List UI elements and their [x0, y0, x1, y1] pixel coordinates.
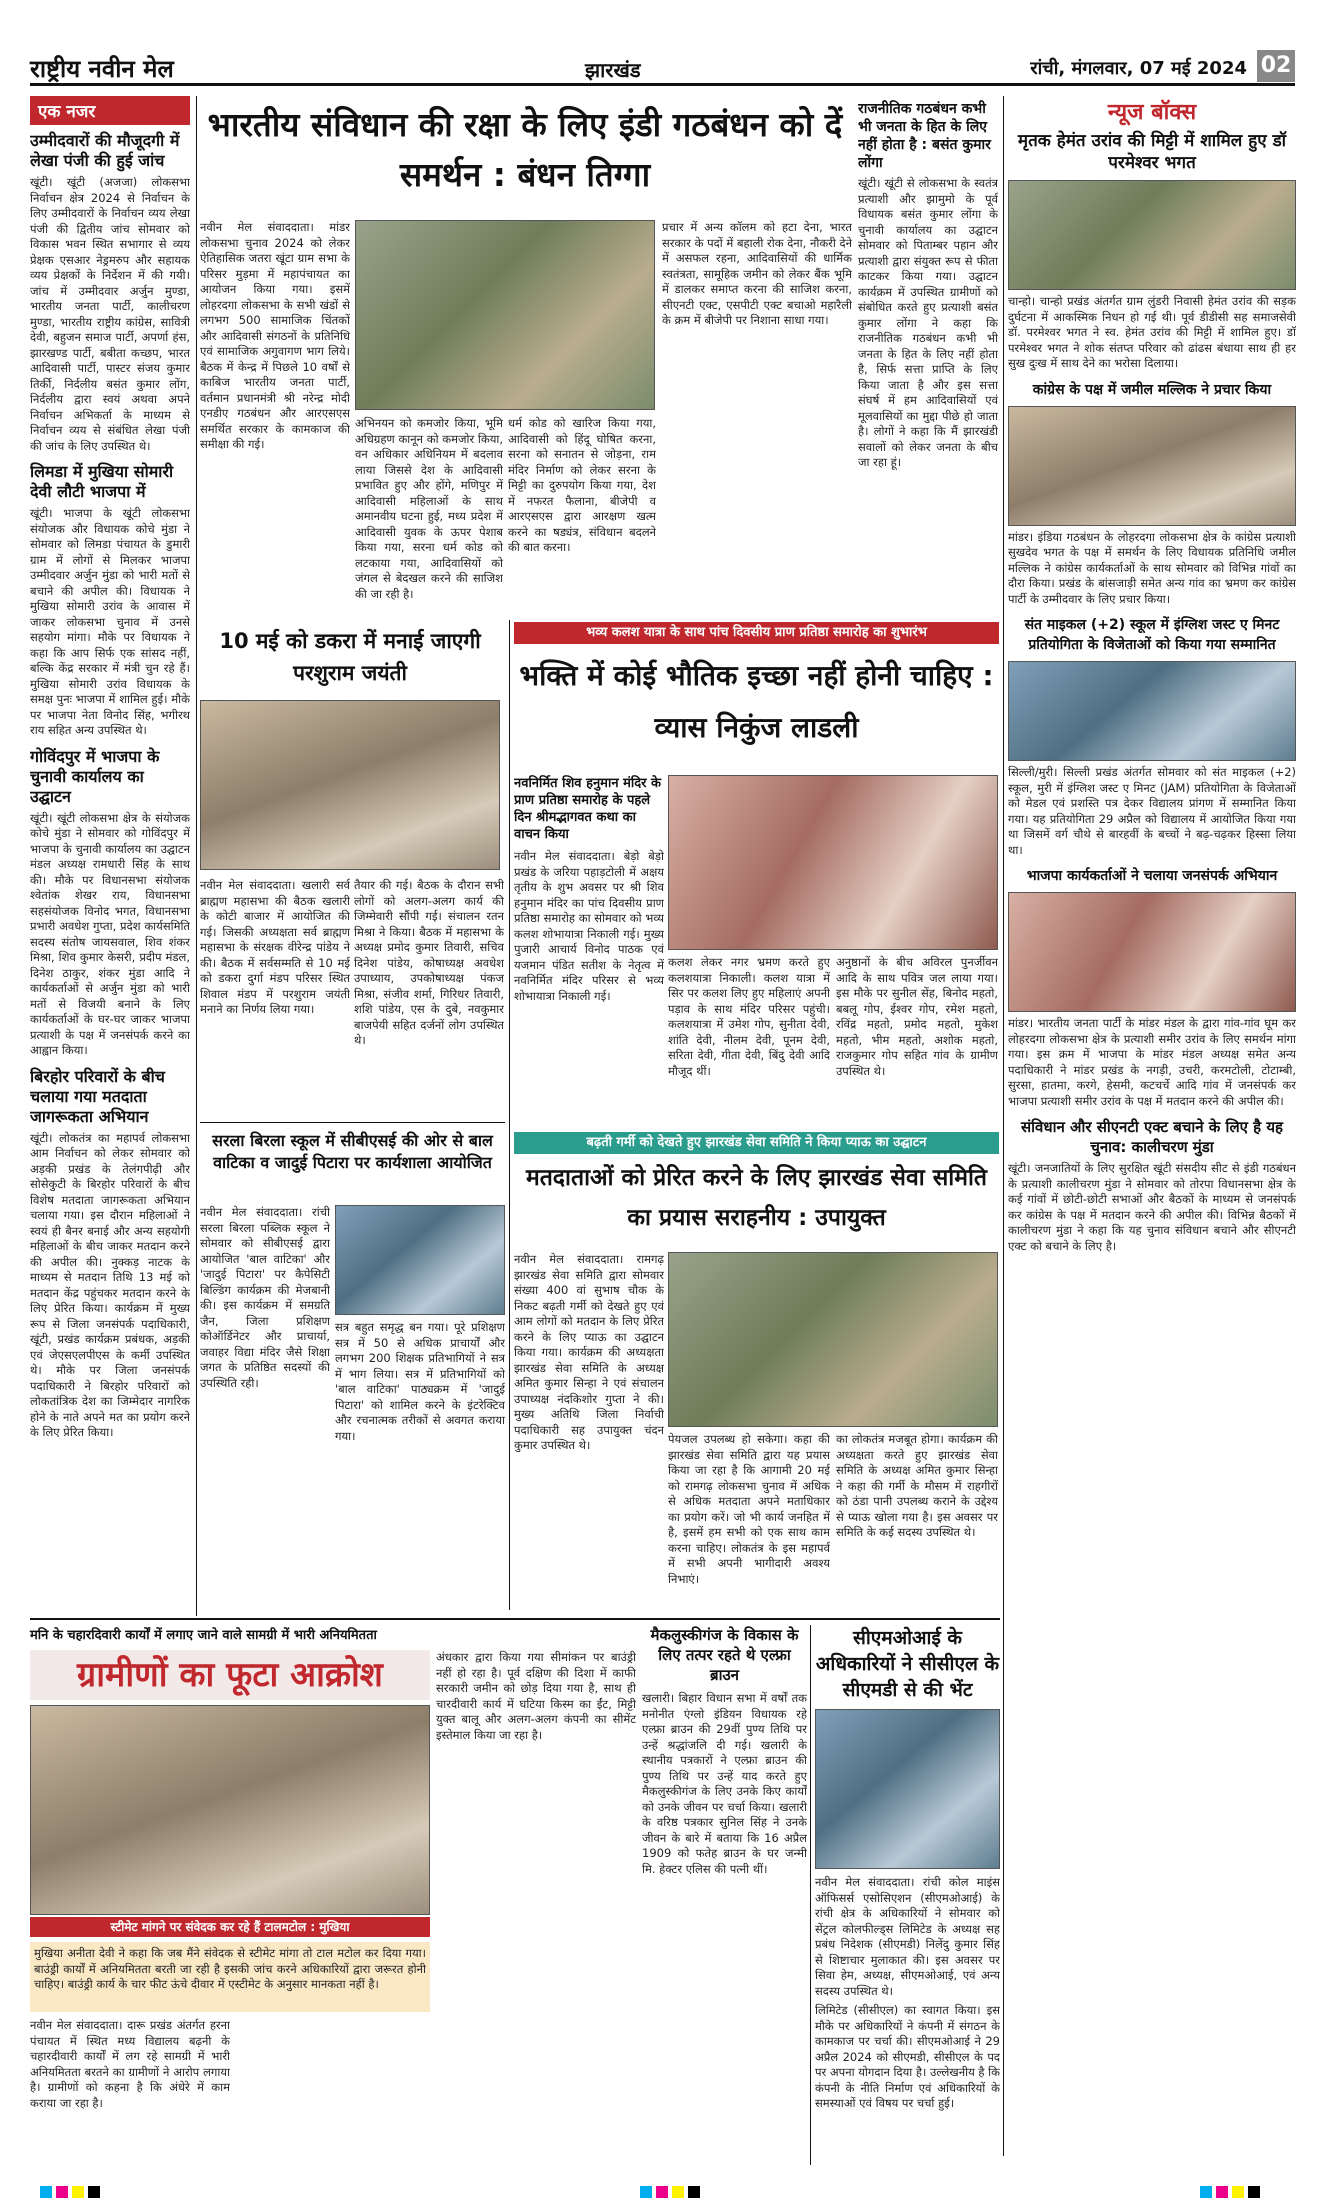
gramin-photo — [30, 1705, 430, 1915]
parshuram-col-2 — [354, 878, 504, 1118]
piyau-text-2: पेयजल उपलब्ध हो सकेगा। कहा की झारखंड सेवा समिति द्वारा यह प्रयास किया जा रहा है कि आगामी 20 मई को रामगढ़ लोकसभा चुनाव में अधिक से अधिक मतदाता अपने मताधिकार का प्रयोग करें। जो भी कार्य जनहित में है, इसमें हम सभी को एक साथ काम करना चाहिए। लोकतंत्र के इस महापर्व में सभी अपनी भागीदारी अवश्य निभाएं। — [668, 1432, 830, 1586]
left-headline-2: लिमडा में मुखिया सोमारी देवी लौटी भाजपा में — [30, 462, 174, 501]
newsbox-text-1: चान्हो। चान्हो प्रखंड अंतर्गत ग्राम लुंडरी निवासी हेमंत उरांव की सड़क दुर्घटना में आकस्मिक निधन हो गई थी। पूर्व डीडीसी सह समाजसेवी डॉ. परमेश्वर भगत ने स्व. हेमंत उरांव की मिट्टी में शामिल हुए। डॉ परमेश्वर भगत ने शोक संतप्त परिवार को ढांढस बंधाया साथ ही हर सुख दुःख में साथ देने का भरोसा दिलाया। — [1008, 294, 1296, 370]
lead-body-1: नवीन मेल संवाददाता। मांडर लोकसभा चुनाव 2024 को लेकर ऐतिहासिक जतरा खूंटा ग्राम सभा के परिसर मुड़मा में महापंचायत का आयोजन किया गया। इसमें लोहरदगा लोकसभा के सभी खंडों से लगभग 500 सामाजिक चिंतकों और आदिवासी संगठनों के प्रतिनिधि एवं सामाजिक अगुवागण भाग लिये। बैठक में केन्द्र में पिछले 10 वर्षों से काबिज भारतीय जनता पार्टी, वर्तमान प्रधानमंत्री श्री नरेन्द्र मोदी एनडीए गठबंधन और आरएसएस समर्थित सरकार के कामकाज की समीक्षा की गई। — [200, 220, 350, 451]
left-headline-1: उम्मीदवारों की मौजूदगी में लेखा पंजी की हुई जांच — [30, 131, 180, 170]
piyau-text-3: का लोकतंत्र मजबूत होगा। कार्यक्रम की अध्यक्षता करते हुए झारखंड सेवा समिति के अध्यक्ष अमित कुमार सिन्हा ने कहा की गर्मी के मौसम में राहगीरों को ठंडा पानी उपलब्ध कराने के उद्देश्य से प्याऊ खोला गया है। इस अवसर पर समिति के कई सदस्य उपस्थित थे। — [836, 1432, 998, 1539]
sarla-birla-headline: सरला बिरला स्कूल में सीबीएसई की ओर से बाल वाटिका व जादुई पिटारा पर कार्यशाला आयोजित — [212, 1131, 493, 1172]
kalash-banner: भव्य कलश यात्रा के साथ पांच दिवसीय प्राण प्रतिष्ठा समारोह का शुभारंभ — [514, 622, 999, 644]
newspaper-brand: राष्ट्रीय नवीन मेल — [30, 54, 174, 83]
left-text-2: खूंटी। भाजपा के खूंटी लोकसभा संयोजक और विधायक कोचे मुंडा ने सोमवार को लिमडा पंचायत के डुमारी ग्राम में लोगों से मिलकर भाजपा उम्मीदवार अर्जुन मुंडा को भारी मतों से बचाने की अपील की। विधायक ने मुखिया सोमारी उरांव के आवास में जाकर लोकसभा चुनाव में उनसे सहयोग मांगा। मौके पर विधायक ने कहा कि आप सिर्फ एक सांसद नहीं, बल्कि केंद्र सरकार में मंत्री चुन रहे हैं। मुखिया सोमारी उरांव विधायक के समक्ष पुनः भाजपा में शामिल हुई। मौके पर भाजपा नेता विनोद सिंह, भगीरथ राय सहित अन्य उपस्थित थे। — [30, 506, 190, 737]
cmoi-photo — [815, 1709, 1000, 1869]
side-story — [858, 100, 998, 600]
piyau-banner: बढ़ती गर्मी को देखते हुए झारखंड सेवा समिति ने किया प्याऊ का उद्घाटन — [514, 1132, 999, 1154]
gramin-text-3: अंधकार द्वारा किया गया सीमांकन पर बाउंड्री नहीं हो रहा है। पूर्व दक्षिण की दिशा में काफी सरकारी जमीन को छोड़ दिया गया है, साथ ही चारदीवारी कार्य में घटिया किस्म का ईंट, मिट्टी युक्त बालू और अलग-अलग कंपनी का सीमेंट इस्तेमाल किया जा रहा है। — [436, 1650, 636, 1742]
gramin-headline: ग्रामीणों का फूटा आक्रोश — [30, 1650, 430, 1700]
lead-body-2: अभिनयन को कमजोर किया, भूमि अधिग्रहण कानून को कमजोर किया, वन अधिकार अधिनियम में बदलाव लाया जिससे देश के आदिवासी प्रभावित हुए और होंगे, मणिपुर में आदिवासी महिलाओं के साथ अमानवीय घटना हुई, मध्य प्रदेश में आदिवासी युवक के ऊपर पेशाब किया गया, सरना धर्म कोड को लटकाया गया, आदिवासियों को जंगल से बेदखल करने की साजिश की जा रही है। — [355, 416, 503, 600]
piyau-col-2 — [668, 1432, 830, 1612]
side-headline: राजनीतिक गठबंधन कभी भी जनता के हित के लिए नहीं होता है : बसंत कुमार लोंगा — [858, 101, 991, 171]
bhakti-kicker: नवनिर्मित शिव हनुमान मंदिर के प्राण प्रतिष्ठा समारोह के पहले दिन श्रीमद्भागवत कथा का वाचन किया — [514, 776, 661, 842]
parshuram-text-2: तैयार की गई। बैठक के दौरान सभी लोगों को अलग-अलग कार्य की जिम्मेवारी सौंपी गई। संचालन रतन मिश्रा ने किया। बैठक में महासभा के अध्यक्ष प्रमोद कुमार तिवारी, सचिव दिनेश पांडेय, कोषाध्यक्ष अवधेश उपाध्याय, उपकोषाध्यक्ष पंकज मिश्रा, संजीव शर्मा, गिरिधर तिवारी, शशि पांडेय, एस के दुबे, नवकुमार बाजपेयी सहित दर्जनों लोग उपस्थित थे। — [354, 878, 504, 1047]
piyau-text-1: नवीन मेल संवाददाता। रामगढ़ झारखंड सेवा समिति द्वारा सोमवार संख्या 400 वां सुभाष चौक के निकट बढ़ती गर्मी को देखते हुए एवं आम लोगों को मतदान के लिए प्रेरित करने के लिए प्याऊ का उद्घाटन किया गया। कार्यक्रम की अध्यक्षता झारखंड सेवा समिति के अध्यक्ष अमित कुमार सिन्हा ने एवं संचालन उपाध्यक्ष नंदकिशोर गुप्ता ने की। मुख्य अतिथि जिला निर्वाची पदाधिकारी सह उपायुक्त चंदन कुमार उपस्थित थे। — [514, 1252, 664, 1452]
sarla-col-1 — [200, 1205, 330, 1605]
left-text-3: खूंटी। खूंटी लोकसभा क्षेत्र के संयोजक कोचे मुंडा ने सोमवार को गोविंदपुर में भाजपा के चुनावी कार्यालय का उद्घाटन मंडल अध्यक्ष रामधारी सिंह के साथ की। मौके पर विधानसभा संयोजक श्वेतांक शेखर राय, विधानसभा सहसंयोजक विनोद भगत, विधानसभा प्रभारी अवधेश गुप्ता, प्रदेश कार्यसमिति सदस्य संतोष जायसवाल, शिव शंकर मिश्रा, शिव कुमार केसरी, प्रदीप मंडल, दिनेश ठाकुर, शंकर मुंडा आदि ने कार्यकर्ताओं से अर्जुन मुंडा को भारी मतों से विजयी बनाने के लिए कार्यकर्ताओं के घर-घर जाकर भाजपा प्रत्याशी के पक्ष में जनसंपर्क करने का आह्वान किया। — [30, 810, 190, 1057]
bhakti-col-3 — [836, 955, 998, 1125]
parshuram-photo — [200, 700, 500, 870]
lead-col-3 — [508, 416, 656, 600]
mccluskieganj-headline: मैकलुस्कीगंज के विकास के लिए तत्पर रहते थे एल्फ्रा ब्राउन — [650, 1626, 799, 1684]
newsbox-text-3: सिल्ली/मुरी। सिल्ली प्रखंड अंतर्गत सोमवार को संत माइकल (+2) स्कूल, मुरी में इंग्लिश जस्ट ए मिनट (JAM) प्रतियोगिता के विजेताओं को मेडल एवं प्रशस्ति पत्र देकर विद्यालय प्रांगण में सम्मानित किया गया। यह प्रतियोगिता 29 अप्रैल को विद्यालय में आयोजित किया गया था जिसमें वर्ग चौथे से बारहवीं के बच्चों ने बढ़-चढ़कर हिस्सा लिया था। — [1008, 765, 1296, 857]
gramin-col-2 — [436, 1650, 636, 2170]
newsbox-headline-5: संविधान और सीएनटी एक्ट बचाने के लिए है यह चुनाव: कालीचरण मुंडा — [1021, 1118, 1283, 1156]
gramin-kicker: मनि के चहारदिवारी कार्यों में लगाए जाने वाले सामग्री में भारी अनियमितता — [30, 1628, 377, 1643]
ek-nazar-label: एक नजर — [30, 96, 190, 125]
lead-col-2 — [355, 416, 503, 600]
left-headline-3: गोविंदपुर में भाजपा के चुनावी कार्यालय का उद्घाटन — [30, 746, 160, 806]
footer-color-strip — [0, 2180, 1325, 2205]
lead-col-4 — [662, 220, 852, 600]
gramin-photo-caption: स्टीमेट मांगने पर संवेदक कर रहे हैं टालमटोल : मुखिया — [30, 1917, 430, 1937]
newsbox-photo-1 — [1008, 180, 1296, 290]
cmoi-story — [815, 1625, 1000, 2170]
newsbox-headline-3: संत माइकल (+2) स्कूल में इंग्लिश जस्ट ए मिनट प्रतियोगिता के विजेताओं को किया गया सम्मानित — [1024, 617, 1280, 653]
lead-body-3: धर्म कोड को खारिज किया गया, आदिवासी को हिंदू घोषित करना, सरना को सनातन से जोड़ना, राम मंदिर निर्माण को लेकर सरना के मिट्टी का दुरुपयोग किया गया, देश में नफरत फैलाना, बीजेपी व आरएसएस द्वारा आरक्षण खत्म करने का षड्यंत्र, संविधान बदलने की बात करना। — [508, 416, 656, 554]
newsbox-headline-4: भाजपा कार्यकर्ताओं ने चलाया जनसंपर्क अभियान — [1026, 868, 1278, 884]
mccluskieganj-text: खलारी। बिहार विधान सभा में वर्षों तक मनोनीत एंग्लो इंडियन विधायक रहे एल्फ्रा ब्राउन की 29वीं पुण्य तिथि पर उन्हें श्रद्धांजलि दी गई। खलारी के स्थानीय पत्रकारों ने एल्फ्रा ब्राउन की पुण्य तिथि पर उन्हें याद करते हुए मैकलुस्कीगंज के लिए उनके किए कार्यों को उनके जीवन पर चर्चा किया। खलारी के वरिष्ठ पत्रकार सुनिल सिंह ने उनके जीवन के बारे में बताया कि 16 अप्रैल 1909 को फतेह ब्राउन के घर जन्मी मि. हेक्टर एलिस की पत्नी थीं। — [642, 1691, 807, 1876]
piyau-headline: मतदाताओं को प्रेरित करने के लिए झारखंड सेवा समिति का प्रयास सराहनीय : उपायुक्त — [525, 1165, 988, 1231]
sarla-text-2: सत्र बहुत समृद्ध बन गया। पूरे प्रशिक्षण सत्र में 50 से अधिक प्राचार्यों और लगभग 200 शिक्षक प्रतिभागियों ने सत्र में भाग लिया। सत्र में प्रतिभागियों को 'बाल वाटिका' पाठ्यक्रम में 'जादुई पिटारा' को शामिल करने के इंटरेक्टिव और रचनात्मक तरीकों से अवगत कराया गया। — [335, 1320, 505, 1443]
gramin-highlight-box — [30, 1942, 430, 2012]
parshuram-col-1 — [200, 878, 350, 1118]
newsbox-photo-3 — [1008, 661, 1296, 761]
sarla-text-1: नवीन मेल संवाददाता। रांची सरला बिरला पब्लिक स्कूल ने सोमवार को सीबीएसई द्वारा आयोजित 'बाल वाटिका' और 'जादुई पिटारा' पर कैपेसिटी बिल्डिंग कार्यक्रम की मेजबानी की। इस कार्यक्रम में समग्रति जैन, जिला प्रशिक्षण कोऑर्डिनेटर और प्राचार्या, जवाहर विद्या मंदिर जैसे शिक्षा जगत के प्रतिष्ठित सदस्यों की उपस्थिति रही। — [200, 1205, 330, 1390]
piyau-col-3 — [836, 1432, 998, 1612]
left-text-4: खूंटी। लोकतंत्र का महापर्व लोकसभा आम निर्वाचन को लेकर सोमवार को अड़की प्रखंड के तेलंगपीढ़ी और सोसेकुटी के बिरहोर परिवारों के बीच विशेष मतदाता जागरूकता अभियान चलाया गया। इस दौरान महिलाओं ने स्वयं ही बैनर बनाई और अन्य सहयोगी महिलाओं के बीच जाकर मतदान करने की अपील की। नुक्कड़ नाटक के माध्यम से मतदान तिथि 13 मई को मतदान केंद्र पहुंचकर मतदान करने के लिए प्रेरित किया। कार्यक्रम में मुख्य रूप से जिला जनसंपर्क पदाधिकारी, खूंटी, प्रखंड कार्यक्रम प्रबंधक, अड़की एवं जेएसएलपीएस के कर्मी उपस्थित थे। मौके पर जिला जनसंपर्क पदाधिकारी ने बिरहोर परिवारों को लोकतांत्रिक देश का जिम्मेदार नागरिक होने के नाते अपने मत का प्रयोग करने के लिए प्रेरित किया। — [30, 1130, 190, 1439]
sarla-photo — [335, 1205, 505, 1315]
piyau-col-1 — [514, 1252, 664, 1612]
lead-headline: भारतीय संविधान की रक्षा के लिए इंडी गठबंधन को दें समर्थन : बंधन तिग्गा — [207, 105, 843, 194]
gramin-col-1 — [30, 2018, 230, 2168]
bhakti-col-1 — [514, 775, 664, 1125]
sarla-col-2 — [335, 1320, 505, 1605]
bhakti-headline: भक्ति में कोई भौतिक इच्छा नहीं होनी चाहिए : व्यास निकुंज लाडली — [519, 659, 994, 744]
newsbox-photo-2 — [1008, 406, 1296, 526]
bhakti-text-2: कलश लेकर नगर भ्रमण करते हुए कलशयात्रा निकाली। कलश यात्रा में सिर पर कलश लिए हुए महिलाएं अपनी पड़ाव के साथ मंदिर परिसर पहुंची। कलशयात्रा में उमेश गोप, सुनीता देवी, शांति देवी, नीलम देवी, पूनम देवी, सरिता देवी, गीता देवी, बिंदु देवी आदि मौजूद थीं। — [668, 955, 830, 1078]
left-text-1: खूंटी। खूंटी (अजजा) लोकसभा निर्वाचन क्षेत्र 2024 से निर्वाचन के लिए उम्मीदवारों के निर्वाचन व्यय लेखा पंजी की द्वितीय जांच सोमवार को विकास भवन स्थित सभागार से व्यय प्रेक्षक एसआर नेड्रमरुप और सहायक व्यय प्रेक्षकों के निर्देशन में की गयी। जांच में उम्मीदवार अर्जुन मुण्डा, भारतीय जनता पार्टी, कालीचरण मुण्डा, भारतीय राष्ट्रीय कांग्रेस, सावित्री देवी, बहुजन समाज पार्टी, अपर्णा हंस, झारखण्ड पार्टी, बबीता कच्छप, भारत आदिवासी पार्टी, पास्टर संजय कुमार तिर्की, निर्दलीय बसंत कुमार लोंग, निर्दलीय द्वारा स्वयं अथवा अपने निर्वाचन अभिकर्ता के माध्यम से निर्वाचन व्यय से संबंधित लेखा पंजी की जांच के लिए उपस्थित थे। — [30, 175, 190, 453]
newsbox-headline-1: मृतक हेमंत उरांव की मिट्टी में शामिल हुए डॉ परमेश्वर भगत — [1017, 131, 1287, 173]
newsbox-text-2: मांडर। इंडिया गठबंधन के लोहरदगा लोकसभा क्षेत्र के कांग्रेस प्रत्याशी सुखदेव भगत के पक्ष में समर्थन के लिए विधायक प्रतिनिधि जमील मल्लिक ने कांग्रेस कार्यकर्ताओं के साथ सोमवार को विभिन्न गांवों का दौरा किया। प्रखंड के बांसजाड़ी समेत अन्य गांव का भ्रमण कर कांग्रेस पार्टी के उम्मीदवार के लिए प्रचार किया। — [1008, 529, 1296, 606]
piyau-photo — [668, 1252, 998, 1427]
lead-body-4: प्रचार में अन्य कॉलम को हटा देना, भारत सरकार के पदों में बहाली रोक देना, नौकरी देने में असफल रहना, आदिवासियों की धार्मिक स्वतंत्रता, सामूहिक जमीन को लेकर बैंक भूमि में डालकर समाप्त करना की साजिश करना, सीएनटी एक्ट, एसपीटी एक्ट बचाओ महारैली के क्रम में बीजेपी पर निशाना साधा गया। — [662, 220, 852, 327]
news-box-title: न्यूज बॉक्स — [1107, 100, 1197, 125]
cmoi-text-1: नवीन मेल संवाददाता। रांची कोल माइंस ऑफिसर्स एसोसिएशन (सीएमओआई) के रांची क्षेत्र के अधिकारियों ने सोमवार को सेंट्रल कोलफील्ड्स लिमिटेड के अध्यक्ष सह प्रबंध निदेशक (सीएमडी) निलेंदु कुमार सिंह से शिष्टाचार मुलाकात की। इस अवसर पर सिवा हेम, अध्यक्ष, सीएमओआई, एवं अन्य सदस्य उपस्थित थे। — [815, 1875, 1000, 1998]
newsbox-photo-4 — [1008, 892, 1296, 1012]
gramin-text-1: मुखिया अनीता देवी ने कहा कि जब मैंने संवेदक से स्टीमेट मांगा तो टाल मटोल कर दिया गया। बाउंड्री कार्यों में अनियमितता बरती जा रही है इसकी जांच करने अधिकारियों द्वारा जरूरत होनी चाहिए। बाउंड्री कार्य के चार फीट ऊंचे दीवार में एस्टीमेट के अनुसार मानकता नहीं है। — [34, 1946, 426, 1991]
parshuram-headline: 10 मई को डकरा में मनाई जाएगी परशुराम जयंती — [219, 629, 481, 685]
bhakti-col-2 — [668, 955, 830, 1125]
side-body: खूंटी। खूंटी से लोकसभा के स्वतंत्र प्रत्याशी और झामुमो के पूर्व विधायक बसंत कुमार लोंगा के चुनावी कार्यालय का उद्घाटन सोमवार को पिताम्बर पहान और प्रत्याशी द्वारा संयुक्त रूप से फीता काटकर किया गया। उद्घाटन कार्यक्रम में उपस्थित ग्रामीणों को संबोधित करते हुए प्रत्याशी बसंत कुमार लोंगा ने कहा कि राजनीतिक गठबंधन कभी भी जनता के हित के लिए नहीं होता है, सिर्फ सत्ता प्राप्ति के लिए किया जाता है और इस सत्ता संघर्ष में हम आदिवासियों एवं मूलवासियों का मुद्दा पीछे हो जाता है। लोगों ने कहा कि मैं झारखंडी सवालों को लेकर जनता के बीच जा रहा हूं। — [858, 176, 998, 469]
lead-col-1 — [200, 220, 350, 600]
issue-date: रांची, मंगलवार, 07 मई 2024 — [1030, 58, 1247, 79]
cmoi-headline: सीएमओआई के अधिकारियों ने सीसीएल के सीएमडी से की भेंट — [815, 1627, 1000, 1701]
masthead — [30, 50, 1295, 86]
cmoi-text-2: लिमिटेड (सीसीएल) का स्वागत किया। इस मौके पर अधिकारियों ने कंपनी में संगठन के कामकाज पर चर्चा की। सीएमओआई ने 29 अप्रैल 2024 को सीएमडी, सीसीएल के पद पर अपना योगदान दिया है। उल्लेखनीय है कि कंपनी के नीति निर्माण एवं अधिकारियों के समस्याओं एवं विषय पर चर्चा हुई। — [815, 2003, 1000, 2110]
newsbox-headline-2: कांग्रेस के पक्ष में जमील मल्लिक ने प्रचार किया — [1032, 381, 1272, 398]
page-number: 02 — [1257, 50, 1295, 82]
newsbox-text-5: खूंटी। जनजातियों के लिए सुरक्षित खूंटी संसदीय सीट से इंडी गठबंधन के प्रत्याशी कालीचरण मुंडा ने सोमवार को तोरपा विधानसभा क्षेत्र के कई गांवों में छोटी-छोटी सभाओं और बैठकों के माध्यम से जनसंपर्क कर कांग्रेस के पक्ष में मतदान करने की अपील की। विभिन्न बैठकों में कालीचरण मुंडा ने कहा कि यह चुनाव संविधान बचाने और सीएनटी एक्ट को बचाने के लिए है। — [1008, 1161, 1296, 1253]
newsbox-text-4: मांडर। भारतीय जनता पार्टी के मांडर मंडल के द्वारा गांव-गांव घूम कर लोहरदगा लोकसभा क्षेत्र के प्रत्याशी समीर उरांव के लिए समर्थन मांगा गया। इस क्रम में भाजपा के मांडर मंडल अध्यक्ष समेत अन्य पदाधिकारी ने मांडर प्रखंड के नगड़ी, उचरी, करमटोली, टोटाम्बी, सुरसा, हातमा, करगे, हेसमी, कटचर्चे आदि गांव में जनसंपर्क कर भाजपा प्रत्याशी समीर उरांव के पक्ष में मतदान करने की अपील की। — [1008, 1016, 1296, 1108]
section-name: झारखंड — [585, 58, 641, 82]
bhakti-text-3: अनुष्ठानों के बीच अविरल पुनर्जीवन आदि के साथ पवित्र जल लाया गया। इस मौके पर सुनील सेंह, बिनोद महतो, बबलू गोप, ईश्वर गोप, रमेश महतो, रविंद्र महतो, प्रमोद महतो, मुकेश महतो, भीम महतो, अशोक महतो, राजकुमार गोप सहित गांव के ग्रामीण उपस्थित थे। — [836, 955, 998, 1078]
parshuram-text-1: नवीन मेल संवाददाता। खलारी सर्व ब्राह्मण महासभा की बैठक खलारी के कोटी बाजार में आयोजित की गई। जिसकी अध्यक्षता सर्व ब्राह्मण महासभा के संरक्षक वीरेन्द्र पांडेय ने की। बैठक में सर्वसम्मति से 10 मई को डकरा दुर्गा मंडप परिसर स्थित शिवाल मंडप में परशुराम जयंती मनाने का निर्णय लिया गया। — [200, 878, 350, 1016]
gramin-text-2: नवीन मेल संवाददाता। दारू प्रखंड अंतर्गत हरना पंचायत में स्थित मध्य विद्यालय बढ़नी के चहारदीवारी कार्यों में लग रहे सामग्री में भारी अनियमितता बरतने का ग्रामीणों ने आरोप लगाया है। ग्रामीणों को कहना है कि अंधेरे में काम कराया जा रहा है। — [30, 2018, 230, 2110]
bhakti-photo — [668, 775, 998, 950]
mccluskieganj-story — [642, 1625, 807, 2170]
left-headline-4: बिरहोर परिवारों के बीच चलाया गया मतदाता जागरूकता अभियान — [30, 1066, 165, 1126]
bhakti-text-1: नवीन मेल संवाददाता। बेड़ो बेड़ो प्रखंड के जरिया पहाड़टोली में अक्षय तृतीय के शुभ अवसर पर श्री शिव हनुमान मंदिर का पांच दिवसीय प्राण प्रतिष्ठा समारोह का सोमवार को भव्य कलश शोभायात्रा निकाली गई। मुख्य पुजारी आचार्य विनोद पाठक एवं यजमान पंडित सतीश के नेतृत्व में नवनिर्मित मंदिर परिसर से भव्य शोभायात्रा निकाली गई। — [514, 849, 664, 1003]
lead-photo-meeting — [355, 220, 655, 410]
news-box-column — [1008, 96, 1296, 2166]
